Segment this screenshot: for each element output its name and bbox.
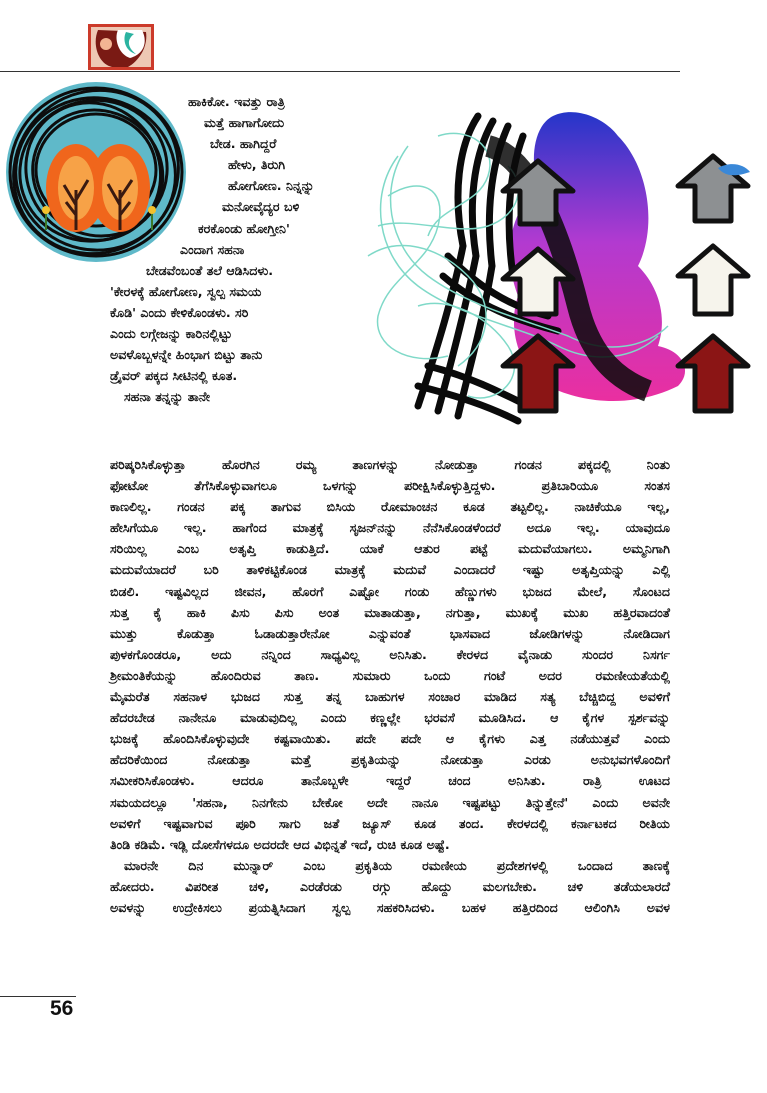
text-line: ಬಿಡಲಿ. ಇಷ್ಟವಿಲ್ಲದ ಜೀವನ, ಹೊರಗೆ ಎಷ್ಟೋ ಗಂಡು ಹೆಣ್ಣುಗಳು ಭುಜದ ಮೇಲೆ, ಸೊಂಟದ [110,583,670,599]
text-line: ಮತ್ತೆ ಹಾಗಾಗೋದು [204,115,285,131]
header-rule [0,71,680,72]
text-line: ಫೋಟೋ ತೆಗೆಸಿಕೊಳ್ಳುವಾಗಲೂ ಒಳಗನ್ನು ಪರೀಕ್ಷಿಸಿಕೊಳ್ಳುತ್ತಿದ್ದಳು. ಪ್ರತಿಬಾರಿಯೂ ಸಂತಸ [110,478,670,494]
text-line: ಮನೋವೈದ್ಯರ ಬಳಿ [222,199,300,215]
text-line: ಶ್ರೀಮಂತಿಕೆಯನ್ನು ಹೊಂದಿರುವ ತಾಣ. ಸುಮಾರು ಒಂದು ಗಂಟೆ ಅದರ ರಮಣೀಯತೆಯಲ್ಲಿ [110,667,670,683]
text-line: ಅವಳನ್ನು ಉದ್ರೇಕಿಸಲು ಪ್ರಯತ್ನಿಸಿದಾಗ ಸ್ವಲ್ಪ ಸಹಕರಿಸಿದಳು. ಬಹಳ ಹತ್ತಿರದಿಂದ ಆಲಿಂಗಿಸಿ ಅವಳ [110,899,670,915]
text-line: ಎಂದು ಲಗ್ಗೇಜನ್ನು ಕಾರಿನಲ್ಲಿಟ್ಟು [110,326,232,342]
text-line: ತಿಂಡಿ ಕಡಿಮೆ. ಇಡ್ಲಿ ದೋಸೆಗಳದೂ ಅದರದೇ ಆದ ವಿಭಿನ್ನತೆ ಇದೆ, ರುಚಿ ಕೂಡ ಅಷ್ಟೆ. [110,836,450,852]
text-line: ಬೇಡವೆಂಬಂತೆ ತಲೆ ಆಡಿಸಿದಳು. [146,262,274,278]
text-line: ಕಾಣಲಿಲ್ಲ. ಗಂಡನ ಪಕ್ಕ ತಾಗುವ ಬಿಸಿಯ ರೋಮಾಂಚನ ಕೂಡ ತಟ್ಟಲಿಲ್ಲ. ನಾಚಿಕೆಯೂ ಇಲ್ಲ, [110,499,670,515]
text-line: ಹೋಗೋಣ. ನಿನ್ನನ್ನು [228,178,315,194]
text-line: ಹೆದರಬೇಡ ನಾನೇನೂ ಮಾಡುವುದಿಲ್ಲ ಎಂದು ಕಣ್ಣಲ್ಲೇ ಭರವಸೆ ಮೂಡಿಸಿದ. ಆ ಕೈಗಳ ಸ್ಪರ್ಶವನ್ನು [110,710,670,726]
text-wrapped-block [0,91,360,407]
text-line: ಕೊಡಿ' ಎಂದು ಕೇಳಿಕೊಂಡಳು. ಸರಿ [110,304,249,320]
header-logo-icon [88,24,154,70]
text-line: ಹೆದರಿಕೆಯಿಂದ ನೋಡುತ್ತಾ ಮತ್ತೆ ಪ್ರಕೃತಿಯನ್ನು ನೋಡುತ್ತಾ ಎರಡು ಅನುಭವಗಳೊಂದಿಗೆ [110,752,670,768]
text-line: ಡ್ರೈವರ್ ಪಕ್ಕದ ಸೀಟಿನಲ್ಲಿ ಕೂತ. [110,368,238,384]
text-line: ಮದುವೆಯಾದರೆ ಬರಿ ತಾಳಿಕಟ್ಟಿಕೊಂಡ ಮಾತ್ರಕ್ಕೆ ಮದುವೆ ಎಂದಾದರೆ ಇಷ್ಟು ಅತೃಪ್ತಿಯನ್ನು ಎಲ್ಲಿ [110,562,670,578]
text-line: ಭುಜಕ್ಕೆ ಹೊಂದಿಸಿಕೊಳ್ಳುವುದೇ ಕಷ್ಟವಾಯಿತು. ಪದೇ ಪದೇ ಆ ಕೈಗಳು ಎತ್ತ ನಡೆಯುತ್ತವೆ ಎಂದು [110,731,670,747]
text-line: ಹೇಸಿಗೆಯೂ ಇಲ್ಲ. ಹಾಗೆಂದ ಮಾತ್ರಕ್ಕೆ ಸೃಜನ್‌ನನ್ನು ನೆನೆಸಿಕೊಂಡಳೆಂದರೆ ಅದೂ ಇಲ್ಲ. ಯಾವುದೂ [110,520,670,536]
text-line: ಸಮೀಕರಿಸಿಕೊಂಡಳು. ಆದರೂ ತಾನೊಬ್ಬಳೇ ಇದ್ದರೆ ಚಂದ ಅನಿಸಿತು. ರಾತ್ರಿ ಊಟದ [110,773,670,789]
text-line: ಹೇಳು, ತಿರುಗಿ [228,157,286,173]
text-line: ಸರಿಯಿಲ್ಲ ಎಂಬ ಅತೃಪ್ತಿ ಕಾಡುತ್ತಿದೆ. ಯಾಕೆ ಆತುರ ಪಟ್ಟೆ ಮದುವೆಯಾಗಲು. ಅಮ್ಮನಿಗಾಗಿ [110,541,670,557]
text-line: ಪರಿಷ್ಕರಿಸಿಕೊಳ್ಳುತ್ತಾ ಹೊರಗಿನ ರಮ್ಯ ತಾಣಗಳನ್ನು ನೋಡುತ್ತಾ ಗಂಡನ ಪಕ್ಕದಲ್ಲಿ ನಿಂತು [110,457,670,472]
text-line: ಪುಳಕಗೊಂಡರೂ, ಅದು ನನ್ನಿಂದ ಸಾಧ್ಯವಿಲ್ಲ ಅನಿಸಿತು. ಕೇರಳದ ವೈನಾಡು ಸುಂದರ ನಿಸರ್ಗ [110,646,670,662]
text-line: ಎಂದಾಗ ಸಹನಾ [180,241,245,257]
page-number: 56 [50,997,74,1020]
text-line: ಬೇಡ. ಹಾಗಿದ್ದರೆ [210,136,277,152]
text-line: ಸುತ್ತ ಕೈ ಹಾಕಿ ಪಿಸು ಪಿಸು ಅಂತ ಮಾತಾಡುತ್ತಾ, ನಗುತ್ತಾ, ಮುಖಕ್ಕೆ ಮುಖ ಹತ್ತಿರವಾದಂತೆ [110,604,670,620]
text-line: ಅವಳೊಬ್ಬಳನ್ನೇ ಹಿಂಭಾಗ ಬಿಟ್ಟು ತಾನು [110,347,263,363]
text-line: ಸಮಯದಲ್ಲೂ 'ಸಹನಾ, ನಿನಗೇನು ಬೇಕೋ ಅದೇ ನಾನೂ ಇಷ್ಟಪಟ್ಟು ತಿನ್ನುತ್ತೇನೆ' ಎಂದು ಅವನೇ [110,794,670,810]
text-line: ಕರಕೊಂಡು ಹೋಗ್ತೀನಿ' [198,220,290,236]
text-line: ಮೈಮರೆತ ಸಹನಾಳ ಭುಜದ ಸುತ್ತ ತನ್ನ ಬಾಹುಗಳ ಸಂಚಾರ ಮಾಡಿದ ಸತ್ಯ ಬೆಚ್ಚಿಬಿದ್ದ ಅವಳಿಗೆ [110,689,670,705]
text-line: ಸಹನಾ ತನ್ನನ್ನು ತಾನೇ [124,389,210,405]
text-line: ಹೋದರು. ವಿಪರೀತ ಚಳಿ, ಎರಡೆರಡು ರಗ್ಗು ಹೊದ್ದು ಮಲಗಬೇಕು. ಚಳಿ ತಡೆಯಲಾರದೆ [110,878,670,894]
text-line: 'ಕೇರಳಕ್ಕೆ ಹೋಗೋಣ, ಸ್ವಲ್ಪ ಸಮಯ [110,283,262,299]
couple-illustration [358,106,758,436]
text-line: ಮಾರನೇ ದಿನ ಮುನ್ನಾರ್ ಎಂಬ ಪ್ರಕೃತಿಯ ರಮಣೀಯ ಪ್ರದೇಶಗಳಲ್ಲಿ ಒಂದಾದ ತಾಣಕ್ಕೆ [124,857,670,873]
text-line: ಮುತ್ತು ಕೊಡುತ್ತಾ ಓಡಾಡುತ್ತಾರೇನೋ ಎನ್ನುವಂತೆ ಭಾಸವಾದ ಜೋಡಿಗಳನ್ನು ನೋಡಿದಾಗ [110,625,670,641]
text-line: ಅವಳಿಗೆ ಇಷ್ಟವಾಗುವ ಪೂರಿ ಸಾಗು ಜತೆ ಜ್ಯೂಸ್ ಕೂಡ ತಂದ. ಕೇರಳದಲ್ಲಿ ಕರ್ನಾಟಕದ ರೀತಿಯ [110,815,670,831]
text-full-block [110,454,670,918]
text-line: ಹಾಕಿಕೋ. ಇವತ್ತು ರಾತ್ರಿ [188,94,285,109]
arrow-column-2 [678,156,748,411]
